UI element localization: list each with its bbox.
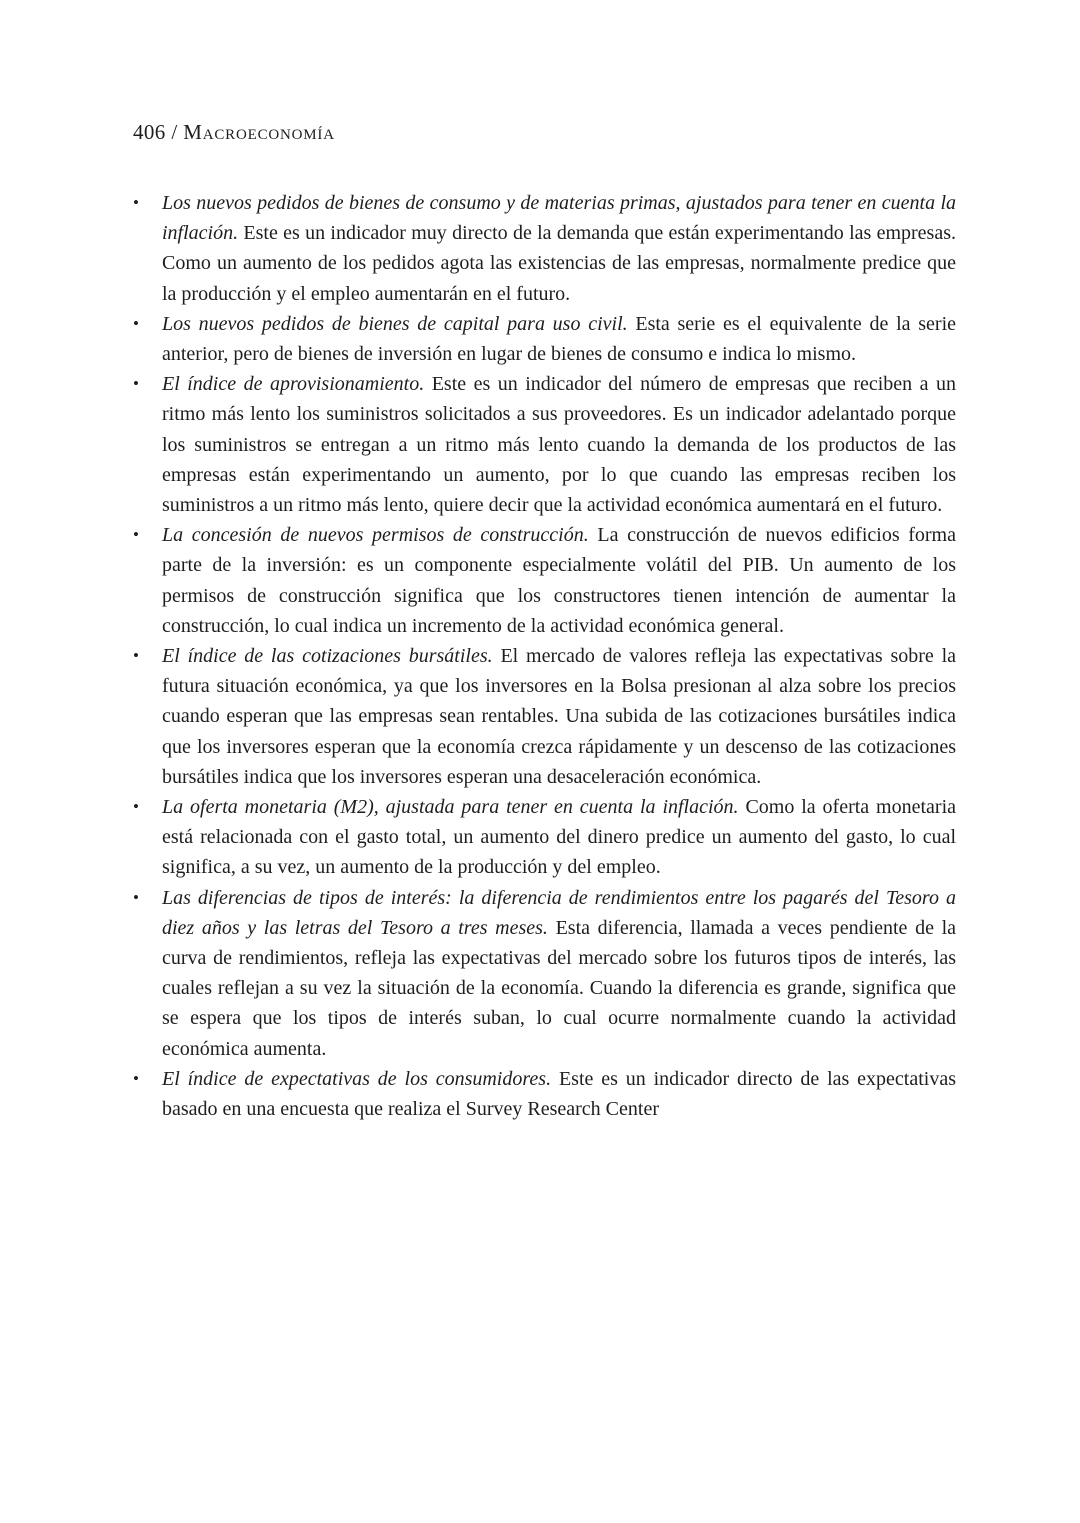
item-body: Esta diferencia, llamada a veces pendiente de la curva de rendimientos, refleja las expectativas del mercado sobre los futuros tipos de interés, las cuales reflejan a su vez la situación de la economía. Cuando la diferencia es grande, significa que se espera que los tipos de interés suban, lo cual ocurre normalmente cuando la actividad económica aumenta. <box>162 916 957 1060</box>
list-item <box>133 792 956 883</box>
list-item <box>133 883 956 1064</box>
running-head <box>133 120 956 144</box>
item-body: Este es un indicador del número de empresas que reciben a un ritmo más lento los suministros solicitados a sus proveedores. Es un indicador adelantado porque los suministros se entregan a un ritmo más lento cuando la demanda de los productos de las empresas están experimentando un aumento, por lo que cuando las empresas reciben los suministros a un ritmo más lento, quiere decir que la actividad económica aumentará en el futuro. <box>162 373 956 517</box>
bullet-icon: • <box>133 525 139 545</box>
item-body: Este es un indicador directo de las expectativas basado en una encuesta que realiza el Survey Research Center <box>162 1067 957 1121</box>
list-item <box>133 369 956 520</box>
list-item <box>133 1064 956 1124</box>
indicator-list <box>133 188 956 1124</box>
bullet-icon: • <box>133 797 139 817</box>
item-body: Este es un indicador muy directo de la demanda que están experimentando las empresas. Como un aumento de los pedidos agota las existencias de las empresas, normalmente predice que la producción y el empleo aumentarán en el futuro. <box>162 222 956 305</box>
list-item <box>133 641 956 792</box>
list-item <box>133 309 956 369</box>
list-item-text <box>162 792 956 883</box>
bullet-icon: • <box>133 1068 139 1088</box>
list-item-text <box>162 188 956 309</box>
item-lead: Los nuevos pedidos de bienes de consumo y de materias primas, ajustados para tener en cuenta la inflación. <box>162 192 956 245</box>
item-lead: El índice de las cotizaciones bursátiles. <box>162 645 493 668</box>
bullet-icon: • <box>133 193 139 212</box>
list-item-text <box>162 883 956 1064</box>
list-item <box>133 520 956 641</box>
bullet-icon: • <box>133 374 139 394</box>
item-lead: Las diferencias de tipos de interés: la diferencia de rendimientos entre los pagarés del Tesoro a diez años y las letras del Tesoro a tres meses. <box>162 886 956 939</box>
item-lead: La concesión de nuevos permisos de construcción. <box>162 524 589 547</box>
section-title: Macroeconomía <box>183 120 335 144</box>
list-item-text <box>162 520 956 641</box>
bullet-icon: • <box>133 313 139 333</box>
item-lead: El índice de expectativas de los consumidores. <box>162 1067 552 1090</box>
header-separator: / <box>171 120 178 144</box>
bullet-icon: • <box>133 887 139 907</box>
list-item <box>133 188 956 309</box>
page-number: 406 <box>133 120 166 144</box>
list-item-text <box>162 641 956 792</box>
item-body: El mercado de valores refleja las expectativas sobre la futura situación económica, ya que los inversores en la Bolsa presionan al alza sobre los precios cuando esperan que las empresas sean rentables. Una subida de las cotizaciones bursátiles indica que los inversores esperan que la economía crezca rápidamente y un descenso de las cotizaciones bursátiles indica que los inversores esperan una desaceleración económica. <box>162 645 957 788</box>
item-lead: Los nuevos pedidos de bienes de capital para uso civil. <box>162 312 628 335</box>
item-body: Esta serie es el equivalente de la serie anterior, pero de bienes de inversión en lugar de bienes de consumo e indica lo mismo. <box>162 312 956 366</box>
item-lead: El índice de aprovisionamiento. <box>162 373 425 396</box>
list-item-text <box>162 309 956 369</box>
bullet-icon: • <box>133 646 139 666</box>
list-item-text <box>162 1064 956 1124</box>
item-body: Como la oferta monetaria está relacionada con el gasto total, un aumento del dinero predice un aumento del gasto, lo cual significa, a su vez, un aumento de la producción y del empleo. <box>162 796 957 879</box>
list-item-text <box>162 369 956 520</box>
item-body: La construcción de nuevos edificios forma parte de la inversión: es un componente especialmente volátil del PIB. Un aumento de los permisos de construcción significa que los constructores tienen intención de aumentar la construcción, lo cual indica un incremento de la actividad económica general. <box>162 524 956 637</box>
item-lead: La oferta monetaria (M2), ajustada para tener en cuenta la inflación. <box>162 796 739 819</box>
